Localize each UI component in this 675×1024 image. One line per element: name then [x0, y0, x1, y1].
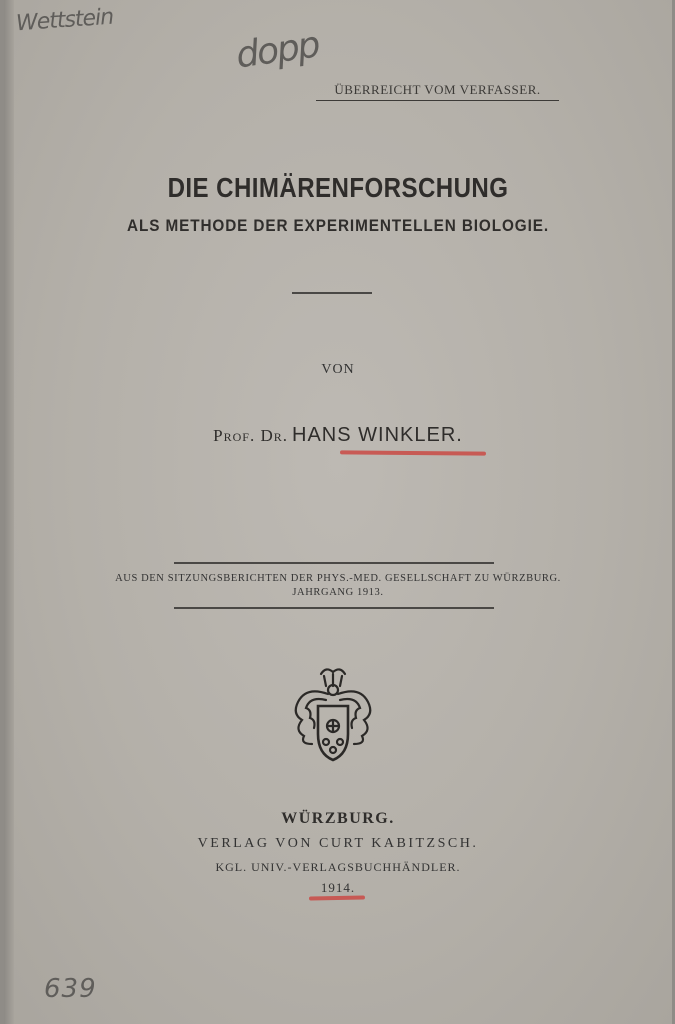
red-pencil-underline-year: [309, 896, 365, 901]
source-note: [4, 572, 672, 600]
source-line-2: JAHRGANG 1913.: [292, 587, 384, 598]
publisher-coat-of-arms-icon: [286, 664, 380, 764]
red-pencil-underline-name: [340, 450, 486, 455]
pencil-note-signature: Wettstein: [15, 4, 114, 37]
author-name: HANS WINKLER.: [292, 424, 463, 446]
title-divider: [292, 292, 372, 294]
author-title: Prof. Dr.: [213, 426, 289, 445]
document-title: DIE CHIMÄRENFORSCHUNG: [167, 172, 509, 203]
source-rule-top: [174, 562, 494, 564]
pencil-note-number: 639: [44, 974, 97, 1004]
imprint-publisher-title: KGL. UNIV.-VERLAGSBUCHHÄNDLER.: [215, 860, 461, 874]
source-line-1: AUS DEN SITZUNGSBERICHTEN DER PHYS.-MED. GESELLSCHAFT ZU WÜRZBURG.: [115, 573, 561, 584]
title-page: [4, 0, 672, 1024]
presentation-stamp: ÜBERREICHT VOM VERFASSER.: [316, 82, 559, 101]
document-subtitle: ALS METHODE DER EXPERIMENTELLEN BIOLOGIE.: [127, 216, 549, 235]
imprint-city: WÜRZBURG.: [281, 810, 395, 827]
pencil-note-dopp: dopp: [233, 24, 322, 77]
by-label: VON: [321, 362, 355, 377]
source-rule-bottom: [174, 607, 494, 609]
imprint-year: 1914.: [320, 880, 356, 895]
imprint-publisher: VERLAG VON CURT KABITZSCH.: [197, 836, 479, 851]
author-line: [4, 424, 672, 447]
